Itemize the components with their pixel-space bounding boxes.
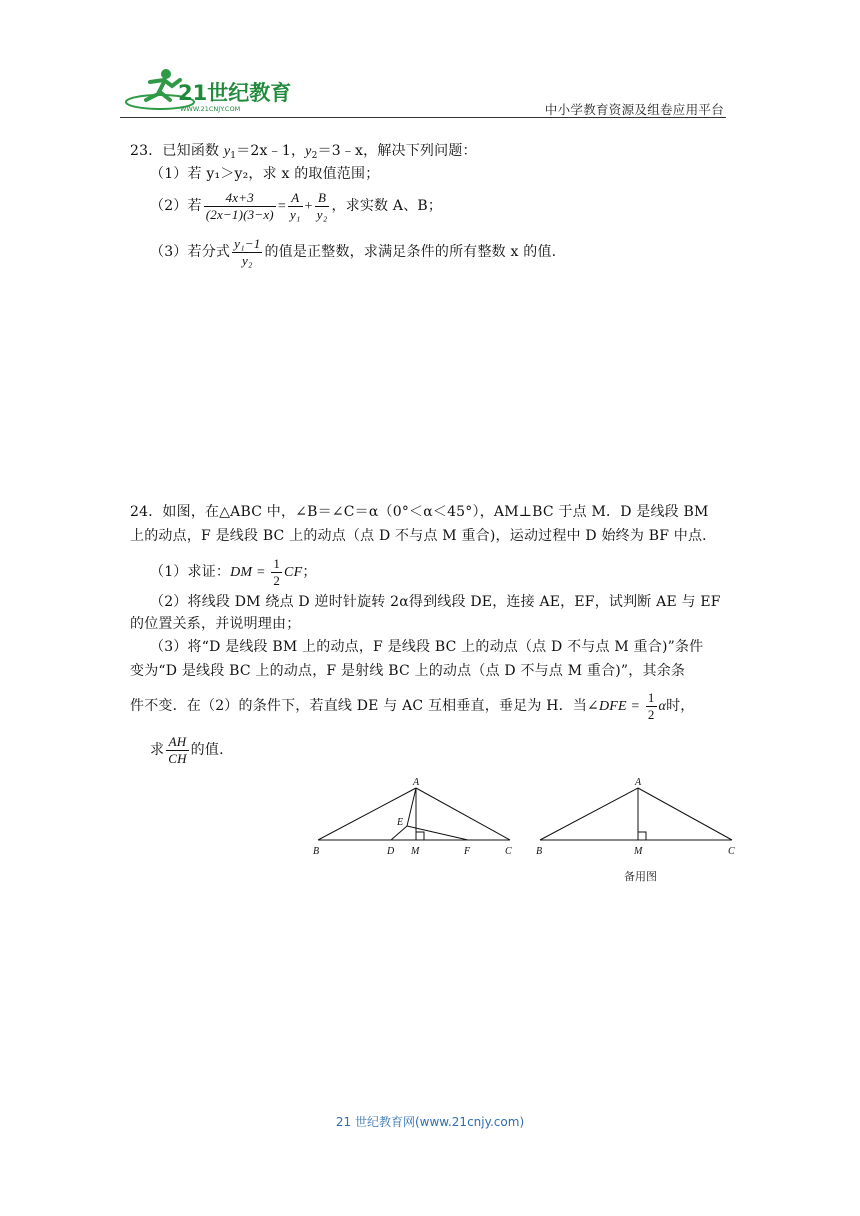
label-b: B: [536, 846, 543, 857]
q24-part2-line2: 的位置关系，并说明理由；: [130, 616, 301, 632]
logo-url: WWW.21CNJY.COM: [180, 105, 241, 113]
label-m: M: [411, 846, 420, 857]
label-f: F: [464, 846, 471, 857]
label-a: A: [635, 777, 642, 788]
q23-part1: （1）若 y₁＞y₂，求 x 的取值范围；: [150, 166, 380, 182]
spare-figure-caption: 备用图: [624, 870, 657, 883]
label-c: C: [505, 846, 512, 857]
q24-part2-line1: （2）将线段 DM 绕点 D 逆时针旋转 2α得到线段 DE，连接 AE，EF，试判断 AE 与 EF: [150, 594, 721, 610]
q23-fraction-part3: $\frac{\text{y₁−1}}{\text{y₂}}$: [234, 235, 261, 268]
q23-part2: （2）若 $\frac{4x+3}{(2x-1)(3-x)}$ = $\frac{A}{\text{y₁}}$ + $\frac{B}{\text{y₂}}$ ，求实数 A、B；: [150, 189, 443, 222]
logo-runner-head: [161, 69, 171, 79]
q24-stem-line1: 24．如图，在△ABC 中，∠B＝∠C＝α（0°＜α＜45°），AM⊥BC 于点 M．D 是线段 BM: [130, 504, 709, 520]
q24-stem-line2: 上的动点，F 是线段 BC 上的动点（点 D 不与点 M 重合)，运动过程中 D 始终为 BF 中点．: [130, 528, 717, 544]
q23-fraction-left: $\frac{4x+3}{(2x-1)(3-x)}$: [205, 189, 274, 222]
label-b: B: [313, 846, 320, 857]
logo-text: 21世纪教育: [178, 81, 292, 105]
footer-link[interactable]: 21 世纪教育网(www.21cnjy.com): [335, 1115, 525, 1129]
right-angle-mark: [416, 832, 424, 840]
site-logo: [120, 66, 292, 116]
q23-part3: （3）若分式 $\frac{\text{y₁−1}}{\text{y₂}}$ 的值是正整数，求满足条件的所有整数 x 的值.: [150, 235, 557, 268]
label-c: C: [728, 846, 735, 857]
label-e: E: [397, 817, 404, 828]
header-divider: [120, 117, 726, 118]
figure-main-triangle: [306, 776, 526, 858]
q24-part3-line1: （3）将“D 是线段 BM 上的动点，F 是线段 BC 上的动点（点 D 不与点 M 重合)”条件: [150, 639, 704, 655]
label-a: A: [413, 777, 420, 788]
right-angle-mark: [638, 832, 646, 840]
segment-ac: [638, 788, 732, 840]
q24-part3-line4: 求 $\frac{AH}{CH}$ 的值.: [150, 733, 224, 766]
logo-runner-legs: [146, 82, 170, 100]
label-m: M: [634, 846, 643, 857]
q23-stem: 23．已知函数 $y_1=2x﹣1$，$y_2=3﹣x$，解决下列问题：: [130, 143, 477, 161]
segment-ab: [540, 788, 638, 840]
q24-part3-line2: 变为“D 是线段 BC 上的动点，F 是射线 BC 上的动点（点 D 不与点 M 重合)”，其余条: [130, 663, 686, 679]
q24-part3-line3: 件不变．在（2）的条件下，若直线 DE 与 AC 互相垂直，垂足为 H．当∠DFE = $\frac{1}{2}$ α时，: [130, 689, 695, 722]
label-d: D: [387, 846, 395, 857]
q24-part1: （1）求证：DM = $\frac{1}{2}$ CF；: [150, 555, 317, 588]
figure-spare-triangle: [530, 776, 740, 858]
segment-ae: [407, 788, 416, 826]
segment-ab: [318, 788, 416, 840]
header-platform-name: 中小学教育资源及组卷应用平台: [544, 102, 724, 117]
segment-de: [391, 826, 407, 840]
segment-ac: [416, 788, 510, 840]
